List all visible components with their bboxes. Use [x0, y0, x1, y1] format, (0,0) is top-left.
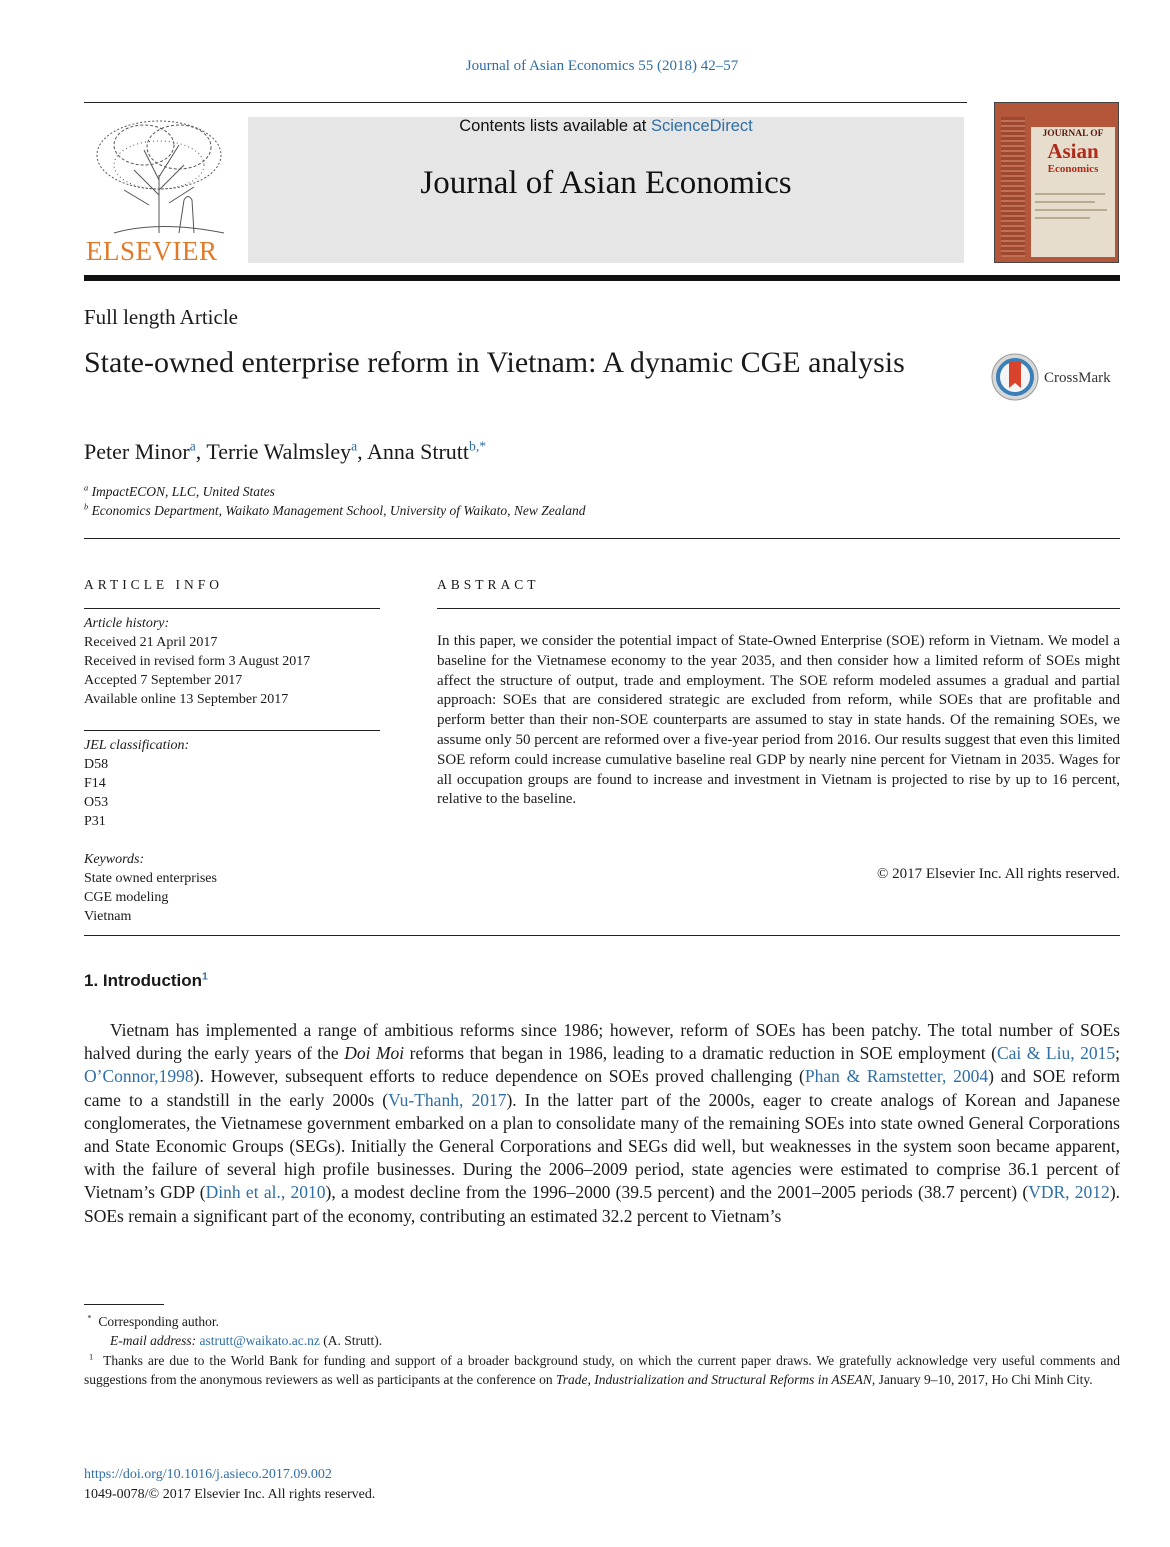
footnote-corresponding — [84, 1312, 1120, 1331]
divider — [84, 608, 380, 609]
history-label: Article history: — [84, 616, 170, 631]
footnote-text: , January 9–10, 2017, Ho Chi Minh City. — [871, 1372, 1093, 1387]
cover-title-line2: Asian — [1047, 139, 1099, 163]
article-info-heading: ARTICLE INFO — [84, 577, 224, 592]
footnote-email — [84, 1331, 1120, 1350]
citation-link[interactable]: Vu-Thanh, 2017 — [388, 1089, 507, 1110]
divider — [84, 538, 1120, 539]
citation-link[interactable]: Dinh et al., 2010 — [205, 1182, 326, 1203]
emphasis: Doi Moi — [344, 1043, 405, 1064]
header-thick-rule — [84, 275, 1120, 281]
author-name[interactable]: Peter Minor — [84, 439, 190, 464]
citation-link[interactable]: VDR, 2012 — [1028, 1182, 1110, 1203]
article-title: State-owned enterprise reform in Vietnam: A dynamic CGE analysis — [84, 346, 905, 379]
text-run: Vietnam has implemented a range of ambitious reforms since 1986; however, reform of SOEs has been patchy. The total number of SOEs halved during the early years of the — [84, 1020, 1120, 1064]
text-run: reforms that began in 1986, leading to a dramatic reduction in SOE employment ( — [404, 1043, 997, 1064]
crossmark-label[interactable]: CrossMark — [1044, 370, 1111, 386]
author-affiliation-mark[interactable]: a — [189, 438, 196, 454]
article-type: Full length Article — [84, 305, 238, 329]
affiliation — [84, 503, 586, 519]
jel-code: P31 — [84, 814, 106, 829]
author-list: Peter Minor$^a$, Terrie Walmsley$^a$, Anna Strutt$^{b,*}$ — [84, 438, 487, 464]
tree-icon — [84, 115, 234, 235]
divider — [437, 608, 1120, 609]
keywords — [84, 850, 380, 926]
footnote-mark: 1 — [89, 1352, 94, 1362]
section-heading-text: 1. Introduction — [84, 971, 203, 990]
footnote-ref[interactable]: 1 — [202, 970, 208, 983]
crossmark-icon[interactable] — [990, 352, 1040, 402]
footnote-acknowledgement — [84, 1351, 1120, 1389]
footnote-mark: * — [87, 1313, 92, 1323]
text-run: ). In the latter part of the 2000s, eager to create analogs of Korean and Japanese conglomerates, the Vietnamese government embarked on a plan to consolidate many of the remaining SOEs into state owned General Corporations and State Economic Groups (SEGs). Initially the General Corporations and SEGs did well, but weaknesses in the system soon became apparent, with the failure of several high profile businesses. During the 2006–2009 period, state agencies were estimated to comprise 36.1 percent of Vietnam’s GDP ( — [84, 1089, 1120, 1203]
cover-text-bar — [1035, 209, 1107, 211]
affiliation-text: ImpactECON, LLC, United States — [91, 484, 275, 499]
cover-title-line3: Economics — [1047, 163, 1099, 175]
jel-code: F14 — [84, 776, 106, 791]
affiliation-mark: a — [84, 483, 89, 493]
text-run: ; — [1115, 1043, 1120, 1064]
contents-prefix: Contents lists available at — [459, 117, 651, 135]
intro-paragraph — [84, 1019, 1120, 1228]
author-name[interactable]: Terrie Walmsley — [206, 439, 352, 464]
cover-title-line1: JOURNAL OF — [1042, 129, 1104, 139]
contents-line — [248, 117, 964, 136]
jel-label: JEL classification: — [84, 738, 190, 753]
email-label: E-mail address: — [110, 1333, 200, 1348]
affiliation — [84, 484, 275, 500]
history-item: Received in revised form 3 August 2017 — [84, 654, 311, 669]
top-rule — [84, 102, 967, 103]
footnote-text: Corresponding author. — [98, 1314, 220, 1329]
affiliation-text: Economics Department, Waikato Management School, University of Waikato, New Zealand — [91, 503, 586, 518]
footnote-rule — [84, 1304, 164, 1305]
author-affiliation-mark[interactable]: b,* — [469, 438, 487, 454]
section-heading — [84, 971, 208, 991]
keyword: Vietnam — [84, 909, 132, 924]
citation-link[interactable]: Phan & Ramstetter, 2004 — [804, 1066, 989, 1087]
divider — [84, 935, 1120, 936]
article-history — [84, 614, 380, 709]
abstract-heading: ABSTRACT — [437, 577, 540, 592]
conference-name: Trade, Industrialization and Structural Reforms in ASEAN — [555, 1372, 872, 1387]
journal-banner — [248, 117, 964, 263]
journal-name: Journal of Asian Economics — [420, 165, 792, 201]
author-affiliation-mark[interactable]: a — [351, 438, 358, 454]
author-name[interactable]: Anna Strutt — [366, 439, 470, 464]
history-item: Received 21 April 2017 — [84, 635, 218, 650]
cover-text-bar — [1035, 193, 1105, 195]
issn-line: 1049-0078/© 2017 Elsevier Inc. All rights reserved. — [84, 1487, 376, 1502]
cover-text-bar — [1035, 217, 1090, 219]
sciencedirect-link[interactable]: ScienceDirect — [650, 117, 753, 135]
jel-code: D58 — [84, 757, 109, 772]
abstract-copyright: © 2017 Elsevier Inc. All rights reserved. — [876, 866, 1120, 882]
text-run: ). However, subsequent efforts to reduce dependence on SOEs proved challenging ( — [193, 1066, 805, 1087]
email-link[interactable]: astrutt@waikato.ac.nz — [199, 1333, 320, 1348]
text-run: ) and SOE reform came to a standstill in the early 2000s ( — [84, 1066, 1120, 1110]
jel-code: O53 — [84, 795, 109, 810]
citation-link[interactable]: O’Connor,1998 — [84, 1066, 194, 1087]
cover-text-bar — [1035, 201, 1095, 203]
text-run: ), a modest decline from the 1996–2000 (39.5 percent) and the 2001–2005 periods (38.7 percent) ( — [325, 1182, 1029, 1203]
cover-toc-strip — [1001, 117, 1025, 257]
keywords-label: Keywords: — [84, 852, 145, 867]
jel-classification — [84, 736, 380, 831]
abstract-text: In this paper, we consider the potential impact of State-Owned Enterprise (SOE) reform in Vietnam. We model a baseline for the Vietnamese economy to the year 2035, and then consider how a limited reform of SOEs might affect the structure of output, trade and employment. The SOE reform modeled assumes a gradual and partial approach: SOEs that are considered strategic are excluded from reform, while SOEs that are profitable and perform better than their non-SOE counterparts are assumed to stay in state hands. Of the remaining SOEs, we assume only 50 percent are reformed over a five-year period from 2016. Our results suggest that even this limited SOE reform could increase cumulative baseline real GDP by nearly nine percent for Vietnam in 2035. Wages for all occupation groups are found to increase and investment in Vietnam is projected to rise by up to 16 percent, relative to the baseline. — [437, 633, 1120, 808]
doi-link[interactable]: https://doi.org/10.1016/j.asieco.2017.09.002 — [84, 1467, 332, 1482]
divider — [84, 730, 380, 731]
keyword: State owned enterprises — [84, 871, 217, 886]
text-run: ). SOEs remain a significant part of the economy, contributing an estimated 32.2 percent to Vietnam’s — [84, 1182, 1121, 1226]
elsevier-wordmark: ELSEVIER — [86, 236, 218, 266]
footnote-text: Thanks are due to the World Bank for funding and support of a broader background study, on which the current paper draws. We gratefully acknowledge very useful comments and suggestions from the anonymous reviewers as well as participants at the conference on — [84, 1353, 1121, 1387]
journal-cover[interactable] — [994, 102, 1119, 263]
keyword: CGE modeling — [84, 890, 169, 905]
history-item: Available online 13 September 2017 — [84, 692, 289, 707]
footnote-text: (A. Strutt). — [319, 1333, 383, 1348]
affiliation-mark: b — [84, 502, 89, 512]
citation-link[interactable]: Cai & Liu, 2015 — [996, 1043, 1116, 1064]
journal-reference[interactable]: Journal of Asian Economics 55 (2018) 42–57 — [465, 58, 739, 74]
history-item: Accepted 7 September 2017 — [84, 673, 243, 688]
